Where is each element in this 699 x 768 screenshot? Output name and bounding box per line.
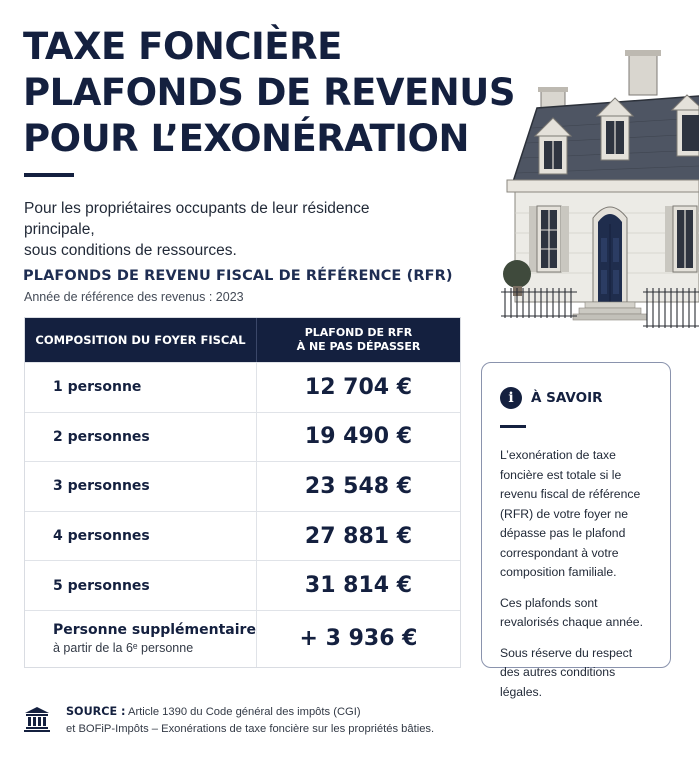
row-value: 27 881 € (304, 523, 413, 549)
row-label: 5 personnes (53, 577, 150, 594)
table-row (25, 511, 460, 561)
column-header-ceiling (257, 318, 460, 362)
table-row (25, 560, 460, 610)
intro-text (24, 198, 444, 261)
table-row (25, 362, 460, 412)
info-paragraph: L’exonération de taxe foncière est totale si le revenu fiscal de référence (RFR) de votre foyer ne dépasse pas le plafond correspondant à votre composition familiale. (500, 448, 641, 579)
info-box (481, 362, 671, 699)
table-row (25, 412, 460, 462)
info-box-title: À SAVOIR (531, 390, 603, 406)
title-line-1: TAXE FONCIÈRE (23, 25, 342, 68)
intro-line-1: Pour les propriétaires occupants de leur résidence principale, (24, 200, 370, 238)
house-illustration (497, 48, 699, 338)
page-title (23, 24, 515, 162)
info-box-header (500, 387, 653, 409)
row-label: 1 personne (53, 379, 142, 396)
section-title: PLAFONDS DE REVENU FISCAL DE RÉFÉRENCE (RFR) (23, 268, 453, 284)
income-ceiling-table (24, 317, 461, 668)
table-row (25, 610, 460, 667)
row-value: 12 704 € (304, 374, 413, 400)
info-box-divider (500, 425, 526, 428)
source-label: SOURCE : (66, 705, 126, 718)
table-header (25, 318, 460, 362)
row-value: 23 548 € (304, 473, 413, 499)
row-value: 31 814 € (304, 573, 413, 599)
row-value: + 3 936 € (299, 626, 418, 652)
title-line-3: POUR L’EXONÉRATION (23, 117, 469, 160)
column-header-ceiling-line-2: À NE PAS DÉPASSER (296, 340, 421, 353)
intro-line-2: sous conditions de ressources. (24, 242, 237, 259)
row-label: 3 personnes (53, 478, 150, 495)
column-header-ceiling-line-1: PLAFOND DE RFR (304, 326, 413, 339)
row-label: 2 personnes (53, 428, 150, 445)
info-icon: i (500, 387, 522, 409)
source-line-1: Article 1390 du Code général des impôts (CGI) (125, 706, 361, 718)
row-value: 19 490 € (304, 424, 413, 450)
row-sublabel: à partir de la 6ᵉ personne (53, 641, 194, 656)
table-row (25, 461, 460, 511)
info-paragraph: Ces plafonds sont revalorisés chaque année. (500, 595, 643, 629)
title-underline (24, 173, 74, 177)
source-footer (24, 703, 434, 738)
institution-building-icon (24, 706, 50, 732)
section-subtitle: Année de référence des revenus : 2023 (24, 290, 244, 304)
source-text (66, 703, 434, 738)
column-header-composition: COMPOSITION DU FOYER FISCAL (25, 318, 257, 362)
row-label: Personne supplémentaire (53, 622, 256, 639)
source-line-2: et BOFiP-Impôts – Exonérations de taxe foncière sur les propriétés bâties. (66, 723, 435, 735)
title-line-2: PLAFONDS DE REVENUS (23, 71, 515, 114)
info-paragraph: Sous réserve du respect des autres conditions légales. (500, 645, 633, 699)
row-label: 4 personnes (53, 528, 150, 545)
